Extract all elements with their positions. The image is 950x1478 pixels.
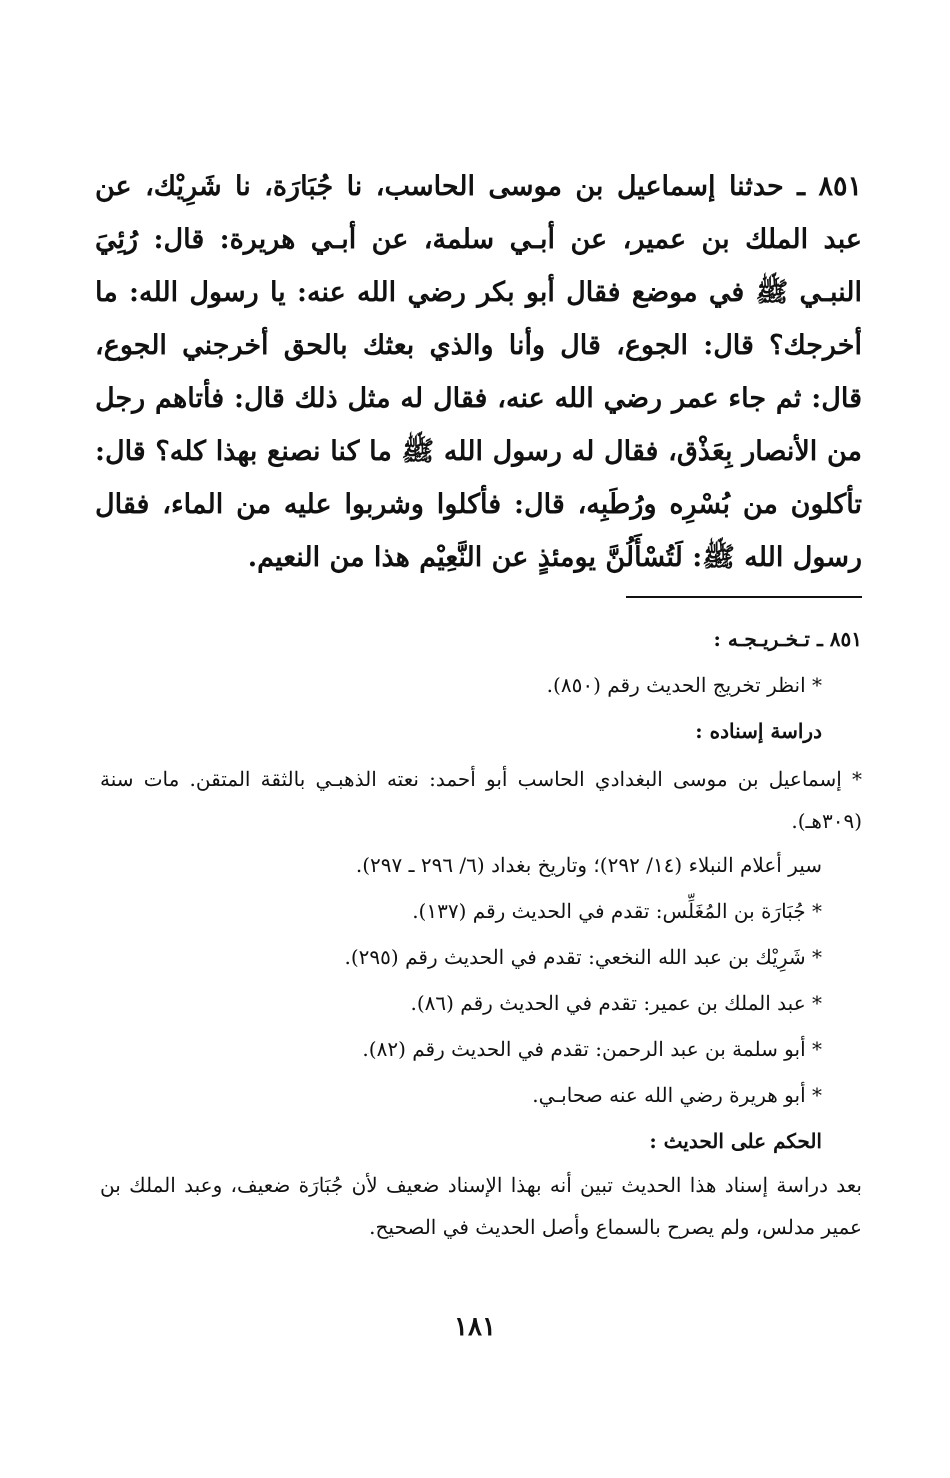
takhrij-heading: ٨٥١ ـ تـخـريـجـه : xyxy=(713,627,862,651)
ruling-heading: الحكم على الحديث : xyxy=(649,1129,822,1153)
hadith-main-text xyxy=(95,160,862,584)
narrator-abdulmalik: * عبد الملك بن عمير: تقدم في الحديث رقم (٨٦). xyxy=(410,991,822,1015)
narrator-sharik: * شَرِيْك بن عبد الله النخعي: تقدم في الحديث رقم (٢٩٥). xyxy=(344,945,822,969)
narrator-abusalama: * أبو سلمة بن عبد الرحمن: تقدم في الحديث رقم (٨٢). xyxy=(362,1037,822,1061)
narrator-ismail-reference: سير أعلام النبلاء (١٤/ ٢٩٢)؛ وتاريخ بغداد (٦/ ٢٩٦ ـ ٢٩٧). xyxy=(355,853,822,877)
narrator-ismail: * إسماعيل بن موسى البغدادي الحاسب أبو أحمد: نعته الذهبـي بالثقة المتقن. مات سنة (٣٠٩هـ). xyxy=(100,767,862,833)
footnotes xyxy=(100,616,862,1248)
takhrij-item: * انظر تخريج الحديث رقم (٨٥٠). xyxy=(546,673,822,697)
footnote-divider xyxy=(626,596,862,598)
hadith-body: حدثنا إسماعيل بن موسى الحاسب، نا جُبَارَة، نا شَرِيْك، عن عبد الملك بن عمير، عن أبـي سلمة، عن أبـي هريرة: قال: رُئِيَ النبـي ﷺ في موضع فقال أبو بكر رضي الله عنه: يا رسول الله: ما أخرجك؟ قال: الجوع، قال وأنا والذي بعثك بالحق أخرجني الجوع، قال: ثم جاء عمر رضي الله عنه، فقال له مثل ذلك قال: فأتاهم رجل من الأنصار بِعَذْق، فقال له رسول الله ﷺ ما كنا نصنع بهذا كله؟ قال: تأكلون من بُسْرِه ورُطَبِه، قال: فأكلوا وشربوا عليه من الماء، فقال رسول الله ﷺ: لَتُسْأَلُنَّ يومئذٍ عن النَّعِيْم هذا من النعيم. xyxy=(95,171,862,573)
page-number: ١٨١ xyxy=(454,1312,496,1342)
hadith-number: ٨٥١ ـ xyxy=(797,171,862,202)
narrator-jubara: * جُبَارَة بن المُغَلِّس: تقدم في الحديث رقم (١٣٧). xyxy=(412,899,822,923)
hadith-paragraph xyxy=(95,160,862,584)
ruling-text: بعد دراسة إسناد هذا الحديث تبين أنه بهذا الإسناد ضعيف لأن جُبَارَة ضعيف، وعبد الملك بن عمير مدلس، ولم يصرح بالسماع وأصل الحديث في الصحيح. xyxy=(100,1173,862,1239)
isnad-heading: دراسة إسناده : xyxy=(695,719,822,743)
narrator-abuhuraira: * أبو هريرة رضي الله عنه صحابـي. xyxy=(532,1083,822,1107)
